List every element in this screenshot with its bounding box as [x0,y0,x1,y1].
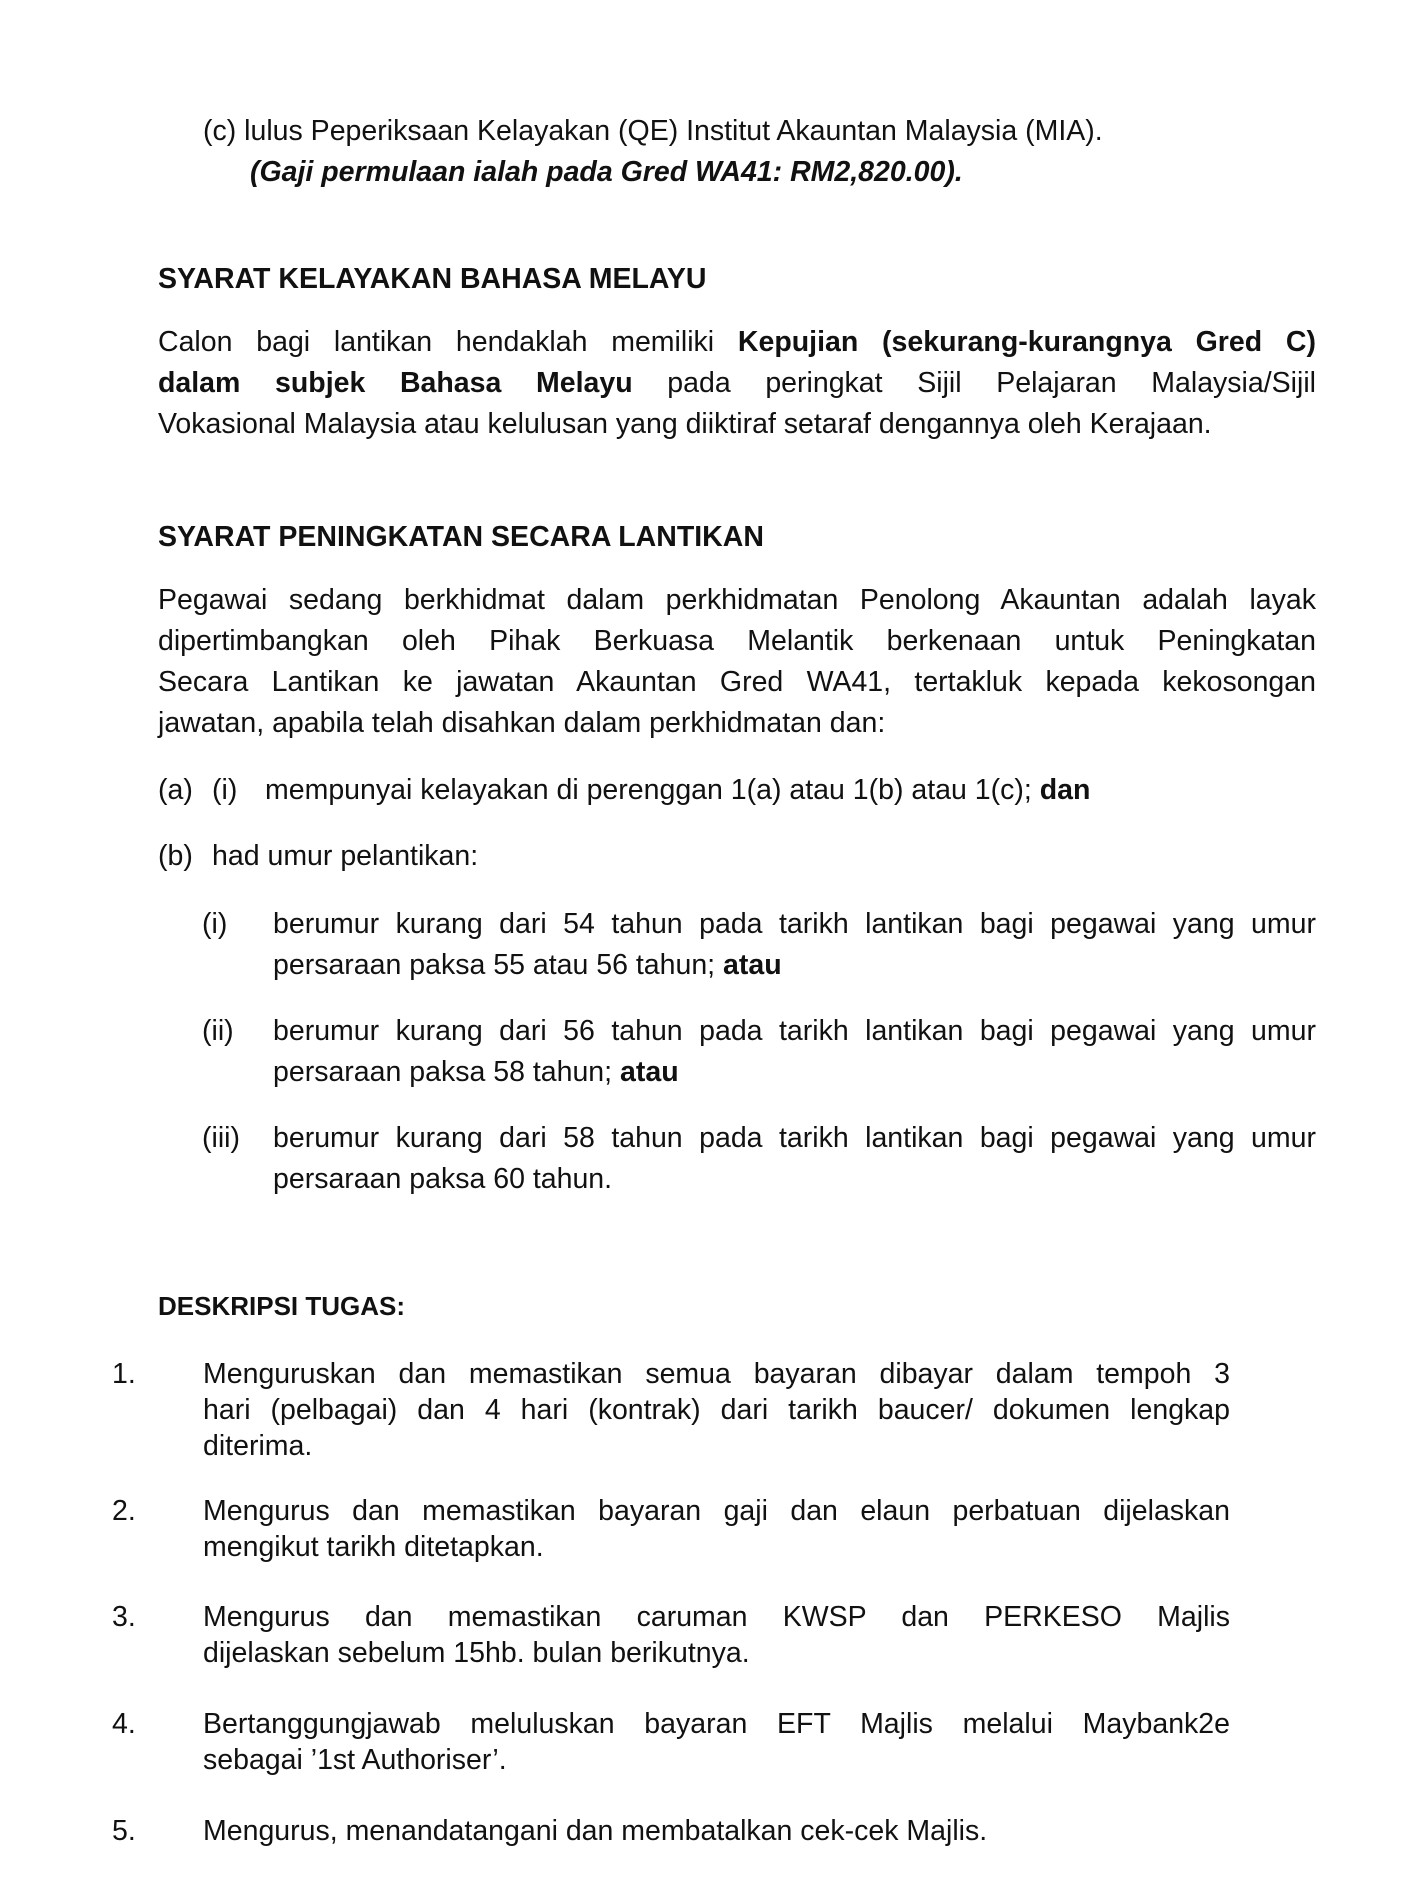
age-item-text [273,1017,1316,1099]
duty-line: hari (pelbagai) dan 4 hari (kontrak) dari tarikh baucer/ dokumen lengkap [203,1394,1230,1426]
item-a-text [265,776,1090,805]
age-item-label: (i) [202,908,228,940]
text-normal: mempunyai kelayakan di perenggan 1(a) atau 1(b) atau 1(c); [265,774,1032,806]
item-b-label: (b) [158,840,193,872]
section-heading-peningkatan: SYARAT PENINGKATAN SECARA LANTIKAN [158,521,764,553]
age-item-text [273,1124,1316,1206]
text-line: persaraan paksa 60 tahun. [273,1163,613,1195]
text-bold: dan [1039,774,1091,806]
item-b-text: had umur pelantikan: [212,840,479,872]
age-item-label: (iii) [202,1122,240,1154]
duty-line: Bertanggungjawab meluluskan bayaran EFT Majlis melalui Maybank2e [203,1708,1230,1740]
duty-number: 3. [112,1601,136,1633]
text-line: berumur kurang dari 56 tahun pada tarikh lantikan bagi pegawai yang umur [273,1015,1316,1047]
text-line: berumur kurang dari 58 tahun pada tarikh lantikan bagi pegawai yang umur [273,1122,1316,1154]
text-line: berumur kurang dari 54 tahun pada tarikh lantikan bagi pegawai yang umur [273,908,1316,940]
age-item-label: (ii) [202,1015,234,1047]
age-item-text [273,910,1316,992]
duty-number: 1. [112,1358,136,1390]
duty-item [203,1817,1230,1853]
section-heading-deskripsi-tugas: DESKRIPSI TUGAS: [158,1291,406,1321]
text-bold: atau [723,949,782,981]
paragraph-line: jawatan, apabila telah disahkan dalam perkhidmatan dan: [158,707,886,739]
duty-line: dijelaskan sebelum 15hb. bulan berikutnya. [203,1637,750,1669]
duty-line: Mengurus dan memastikan bayaran gaji dan elaun perbatuan dijelaskan [203,1495,1230,1527]
paragraph-line [158,369,1316,410]
text-line: persaraan paksa 58 tahun; [273,1056,613,1088]
salary-note: (Gaji permulaan ialah pada Gred WA41: RM2,820.00). [250,156,963,188]
duty-line: Menguruskan dan memastikan semua bayaran dibayar dalam tempoh 3 [203,1358,1230,1390]
duty-number: 2. [112,1495,136,1527]
duty-item [203,1710,1230,1782]
paragraph-line: Vokasional Malaysia atau kelulusan yang diiktiraf setaraf dengannya oleh Kerajaan. [158,408,1212,440]
text-normal: pada peringkat Sijil Pelajaran Malaysia/Sijil [667,367,1316,399]
text-normal: Calon bagi lantikan hendaklah memiliki [158,326,715,358]
text-bold: Kepujian (sekurang-kurangnya Gred C) [737,326,1316,358]
duty-line: mengikut tarikh ditetapkan. [203,1531,544,1563]
item-a-label: (a) [158,774,193,806]
text-line: persaraan paksa 55 atau 56 tahun; [273,949,716,981]
text-bold: dalam subjek Bahasa Melayu [158,367,633,399]
bahasa-melayu-paragraph [158,328,1316,451]
duty-number: 5. [112,1815,136,1847]
duty-line: sebagai ’1st Authoriser’. [203,1744,507,1776]
duty-line: Mengurus, menandatangani dan membatalkan cek-cek Majlis. [203,1815,988,1847]
duty-line: diterima. [203,1430,313,1462]
paragraph-line: Secara Lantikan ke jawatan Akauntan Gred WA41, tertakluk kepada kekosongan [158,666,1316,698]
section-heading-bahasa-melayu: SYARAT KELAYAKAN BAHASA MELAYU [158,263,707,295]
paragraph-line: Pegawai sedang berkhidmat dalam perkhidmatan Penolong Akauntan adalah layak [158,584,1316,616]
duty-item [203,1497,1230,1569]
peningkatan-paragraph [158,586,1316,750]
qualification-c-text: (c) lulus Peperiksaan Kelayakan (QE) Institut Akauntan Malaysia (MIA). [203,115,1103,147]
paragraph-line [158,328,1316,369]
text-bold: atau [620,1056,679,1088]
duty-item [203,1603,1230,1675]
duty-line: Mengurus dan memastikan caruman KWSP dan PERKESO Majlis [203,1601,1230,1633]
paragraph-line: dipertimbangkan oleh Pihak Berkuasa Melantik berkenaan untuk Peningkatan [158,625,1316,657]
duty-number: 4. [112,1708,136,1740]
duty-item [203,1360,1230,1468]
item-a-sub-label: (i) [212,774,238,806]
